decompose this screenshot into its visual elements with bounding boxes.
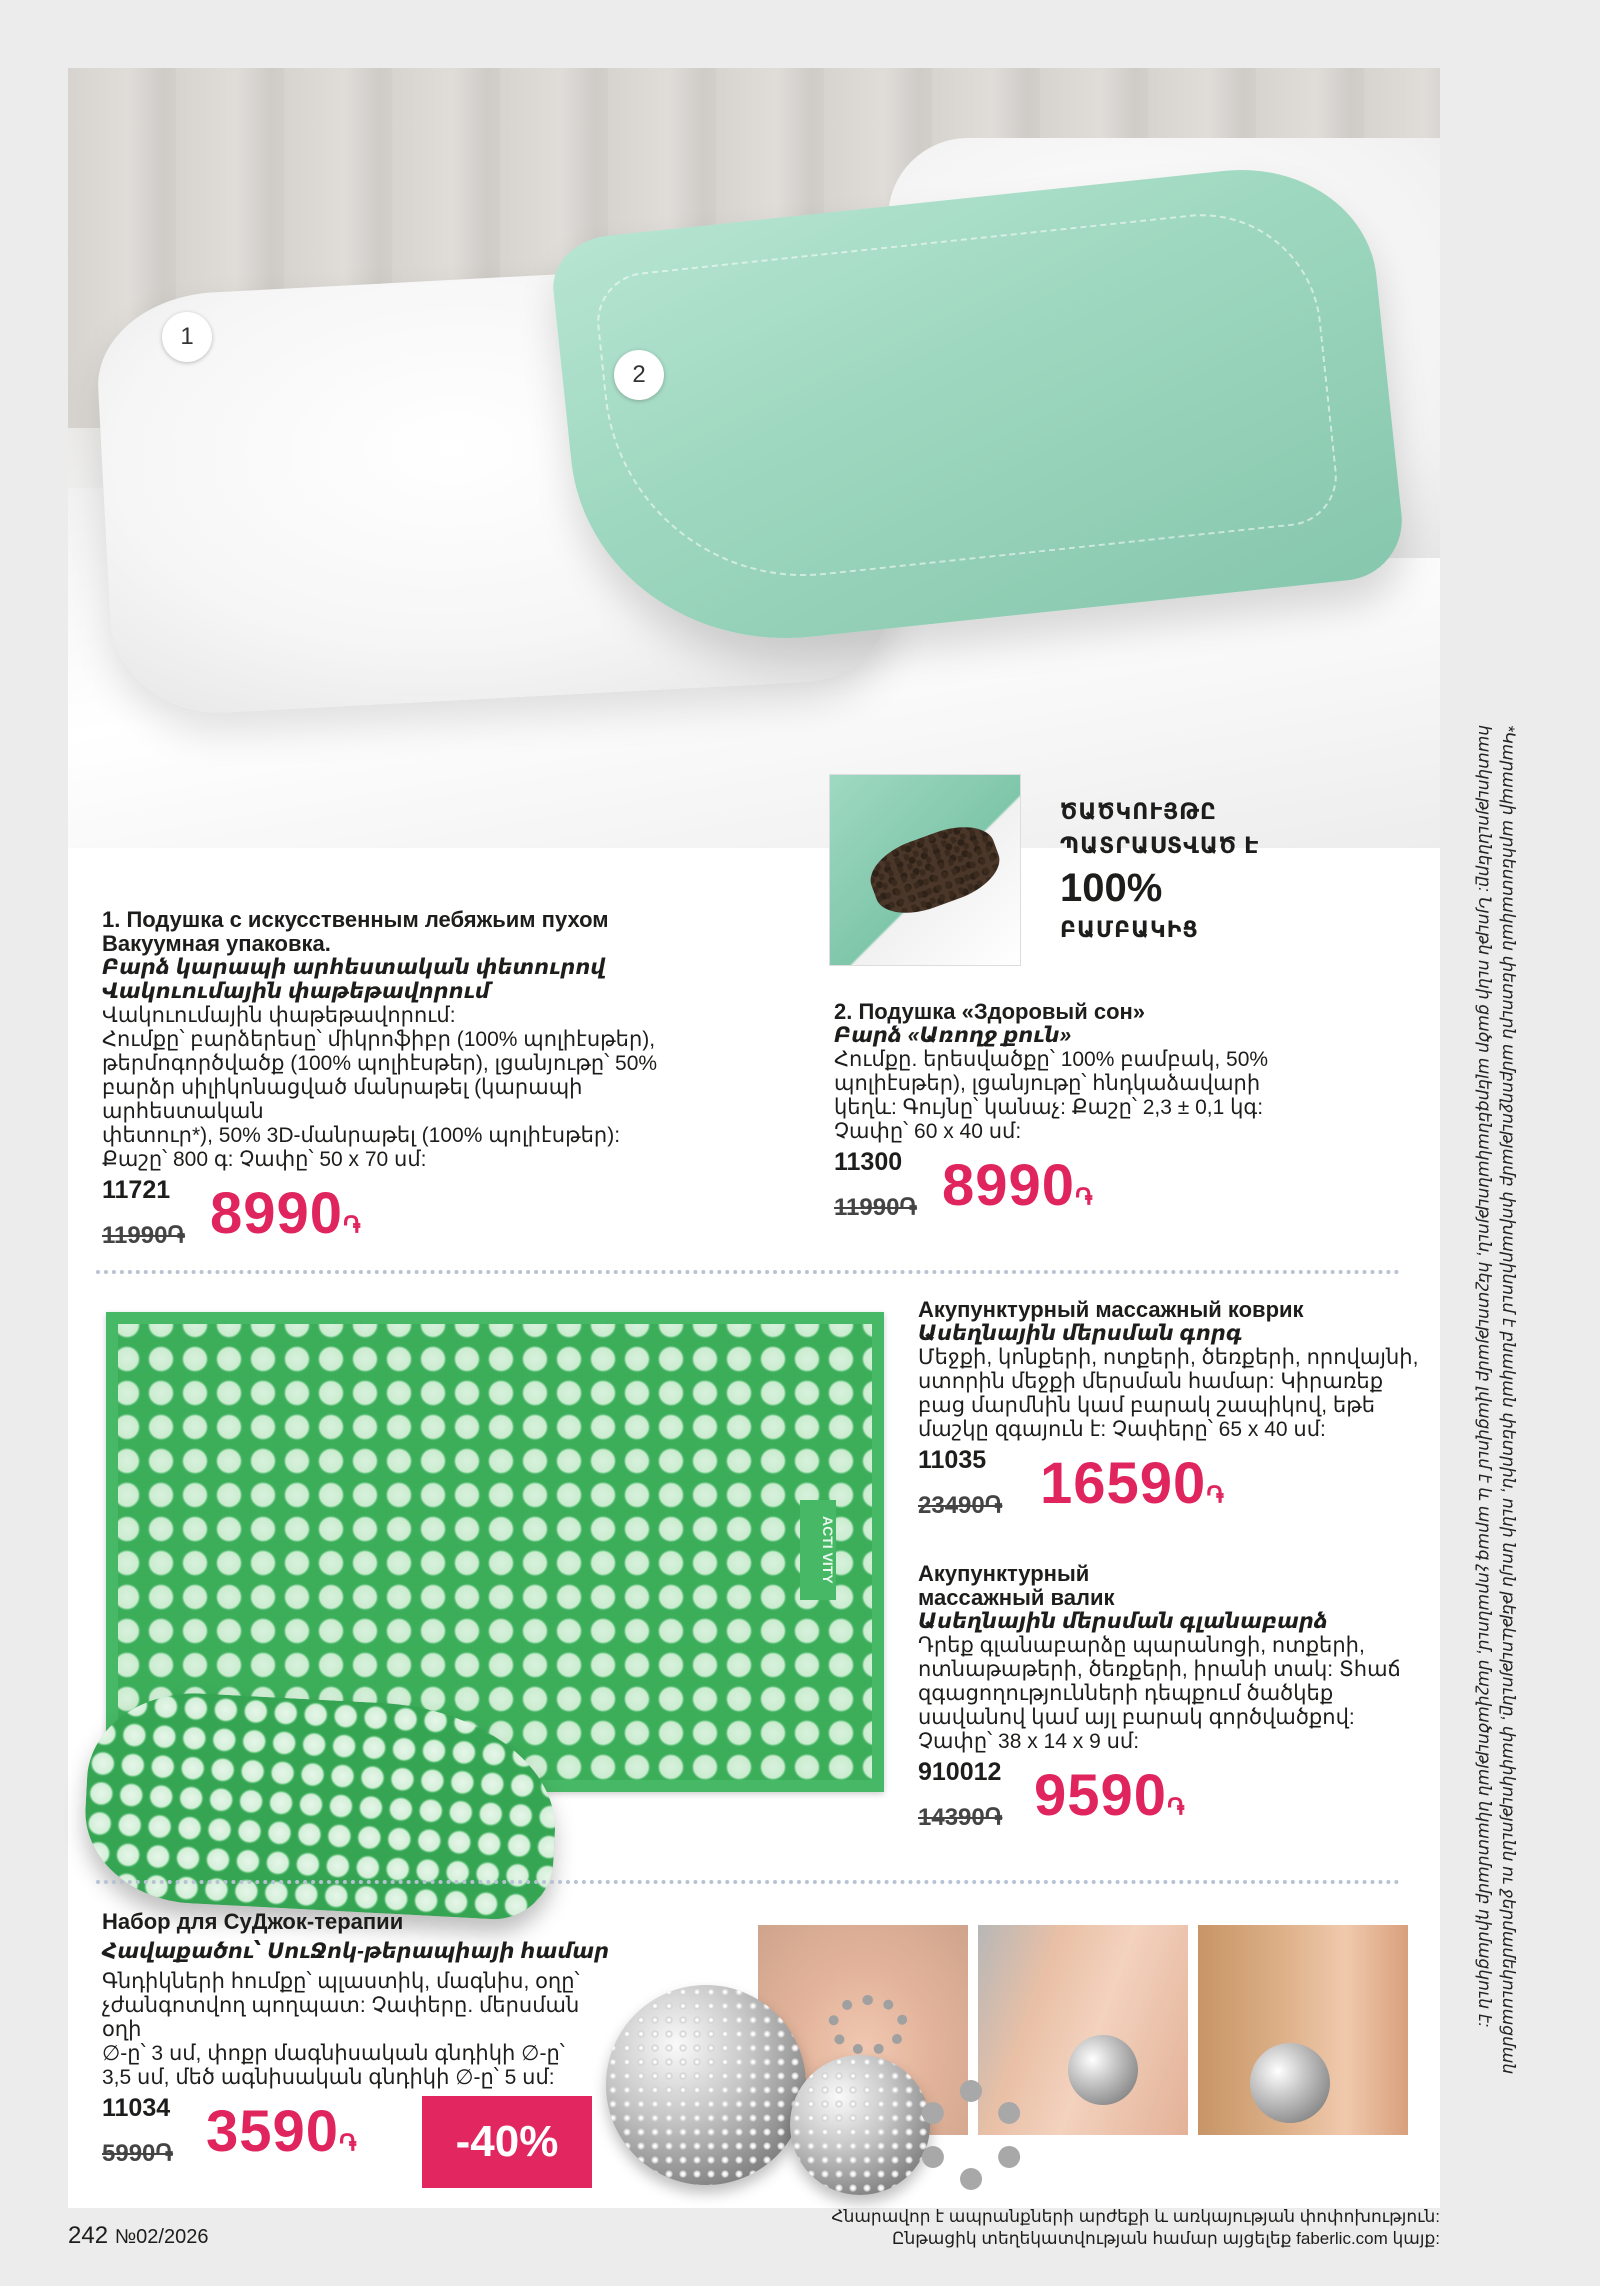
new-price	[1040, 1451, 1225, 1516]
product-description	[102, 1970, 622, 2090]
product-title-ru: Акупунктурный массажный коврик	[918, 1297, 1304, 1322]
product-title-am: Ասեղնային մերսման գլանաբարձ	[918, 1610, 1328, 1633]
small-massage-ball-image	[790, 2055, 930, 2195]
badge-percent: 100%	[1060, 866, 1163, 910]
old-price: 11990֏	[834, 1194, 918, 1221]
product-title-am: Բարձ կարապի արհեստական փետուրով	[102, 956, 606, 979]
buckwheat-husk	[862, 815, 1008, 925]
desc-line: բաց մարմնին կամ բարակ շապիկով, եթե	[918, 1394, 1376, 1417]
product-title-am: Հավաքածու՝ ՍուՋոկ-թերապիայի համար	[102, 1940, 610, 1963]
marker-2: 2	[614, 350, 664, 400]
badge-line-2: ՊԱՏՐԱՍՏՎԱԾ Է	[1060, 833, 1260, 858]
currency-icon: ֏	[339, 2130, 358, 2157]
section-divider	[96, 1880, 1400, 1884]
desc-line: մաշկը զգայուն է: Չափերը՝ 65 x 40 սմ:	[918, 1418, 1326, 1441]
product-title-ru: Акупунктурный	[918, 1561, 1090, 1586]
product-swan-down-pillow	[102, 908, 742, 1272]
new-price-value: 9590	[1034, 1763, 1168, 1828]
desc-line: ստորին մեջքի մերսման համար: Կիրառեք	[918, 1370, 1384, 1393]
product-healthy-sleep-pillow	[834, 1000, 1394, 1244]
footer-note-2: Ընթացիկ տեղեկատվության համար այցելեք faberlic.com կայք:	[892, 2229, 1440, 2248]
product-title-ru-2: Вакуумная упаковка.	[102, 931, 331, 956]
new-price-value: 16590	[1040, 1451, 1207, 1516]
healthy-sleep-pillow-image	[548, 156, 1407, 659]
product-description	[918, 1346, 1438, 1442]
desc-line: փետուր*), 50% 3D-մանրաթել (100% պոլիէսթեր):	[102, 1124, 621, 1147]
product-title-am: Ասեղնային մերսման գորգ	[918, 1322, 1243, 1345]
new-price-value: 8990	[210, 1181, 344, 1246]
product-code: 11721	[102, 1176, 171, 1204]
new-price	[942, 1153, 1094, 1218]
desc-line: Հումքը՝ բարձերեսը՝ միկրոֆիբր (100% պոլիէսթեր),	[102, 1028, 656, 1051]
section-divider	[96, 1270, 1400, 1274]
desc-line: սավանով կամ այլ բարակ գործվածքով:	[918, 1706, 1355, 1729]
ball-in-hands	[1068, 2035, 1138, 2105]
product-title-ru: Набор для СуДжок-терапии	[102, 1909, 404, 1934]
footer-note-1: Հնարավոր է ապրանքների արժեքի և առկայության փոփոխություն:	[831, 2207, 1440, 2226]
old-price: 14390֏	[918, 1804, 1003, 1831]
su-jok-ball-under-foot-photo	[1198, 1925, 1408, 2135]
product-code: 11034	[102, 2094, 171, 2122]
product-title-am-2: Վակուումային փաթեթավորում	[102, 980, 490, 1003]
discount-badge: -40%	[422, 2096, 592, 2188]
currency-icon: ֏	[1206, 1482, 1225, 1509]
new-price	[206, 2099, 358, 2164]
new-price-value: 8990	[942, 1153, 1076, 1218]
desc-line: թերմոգործվածք (100% պոլիէսթեր), լցանյութը՝ 50%	[102, 1052, 658, 1075]
desc-line: պոլիէսթեր), լցանյութը՝ հնդկաձավարի	[834, 1072, 1261, 1095]
desc-line: ոտնաթաթերի, ծեռքերի, իրանի տակ: Տհաճ	[918, 1658, 1401, 1681]
product-title-ru: 2. Подушка «Здоровый сон»	[834, 999, 1146, 1024]
product-title-ru-2: массажный валик	[918, 1585, 1115, 1610]
currency-icon: ֏	[1075, 1184, 1094, 1211]
marker-1: 1	[162, 312, 212, 362]
desc-line: Գնդիկների հումքը՝ պլաստիկ, մագնիս, օղը՝	[102, 1970, 580, 1993]
massage-ring-image	[916, 2080, 1026, 2190]
new-price	[1034, 1763, 1186, 1828]
footnote-vertical: *Կարապի արհեստական փետուրն ամբողջությամբ փոխարինում է բնական փետրին, ունի նույն թեթևությունը, փափկությունն ու ջերմամեկուսացման հատկությունները: Նյութն ունի ցածր ալերգենականություն, հեշտությամբ լվացվում է և արագ չորանում, մաշվածության նկատմամբ դիմացկուն է:	[1475, 725, 1518, 2075]
product-code: 11300	[834, 1148, 903, 1176]
issue-number: №02/2026	[114, 2226, 209, 2248]
ball-under-foot	[1250, 2043, 1330, 2123]
desc-line: չժանգոտվող պողպատ: Չափերը. մերսման օղի	[102, 1994, 580, 2041]
desc-line: Վակուումային փաթեթավորում:	[102, 1004, 456, 1027]
currency-icon: ֏	[1167, 1794, 1186, 1821]
mat-brand-label: ACTI VITY	[800, 1500, 836, 1600]
desc-line: Դրեք գլանաբարձը պարանոցի, ոտքերի,	[918, 1634, 1365, 1657]
cotton-badge	[1060, 795, 1260, 947]
currency-icon: ֏	[343, 1212, 362, 1239]
desc-line: 3,5 սմ, մեծ ագնիսական գնդիկի ∅-ը՝ 5 սմ:	[102, 2066, 555, 2089]
product-description	[834, 1048, 1394, 1144]
old-price: 11990֏	[102, 1222, 186, 1249]
product-description	[102, 1004, 742, 1172]
old-price: 23490֏	[918, 1492, 1003, 1519]
hero-photo-pillows	[68, 68, 1440, 848]
product-acupuncture-roller	[918, 1562, 1438, 1854]
desc-line: զգացողությունների դեպքում ծածկեք	[918, 1682, 1334, 1705]
desc-line: Չափը՝ 60 x 40 սմ:	[834, 1120, 1022, 1143]
desc-line: Չափը՝ 38 x 14 x 9 սմ:	[918, 1730, 1140, 1753]
desc-line: Մեջքի, կոնքերի, ոտքերի, ծեռքերի, որովայնի,	[918, 1346, 1419, 1369]
desc-line: կեղև: Գույնը՝ կանաչ: Քաշը՝ 2,3 ± 0,1 կգ:	[834, 1096, 1264, 1119]
large-massage-ball-image	[606, 1985, 806, 2185]
desc-line: բարձր սիլիկոնացված մանրաթել (կարապի արհեստական	[102, 1076, 583, 1123]
desc-line: Քաշը՝ 800 գ: Չափը՝ 50 x 70 սմ:	[102, 1148, 427, 1171]
desc-line: ∅-ը՝ 3 սմ, փոքր մագնիսական գնդիկի ∅-ը՝	[102, 2042, 565, 2065]
product-title-am: Բարձ «Առողջ քուն»	[834, 1024, 1072, 1047]
product-code: 11035	[918, 1446, 987, 1474]
footer-notes	[831, 2206, 1440, 2250]
new-price	[210, 1181, 362, 1246]
product-acupuncture-mat	[918, 1298, 1438, 1542]
product-description	[918, 1634, 1438, 1754]
product-title-ru: 1. Подушка с искусственным лебяжьим пухом	[102, 907, 609, 932]
page-num: 242	[68, 2222, 109, 2249]
buckwheat-filling-image	[830, 775, 1020, 965]
product-code: 910012	[918, 1758, 1002, 1786]
badge-line-4: ԲԱՄԲԱԿԻՑ	[1060, 917, 1199, 942]
ring-on-finger	[828, 1995, 908, 2055]
badge-line-1: ԾԱԾԿՈՒՅԹԸ	[1060, 799, 1217, 824]
old-price: 5990֏	[102, 2140, 174, 2167]
page-number	[68, 2222, 208, 2250]
desc-line: Հումքը. երեսվածքը՝ 100% բամբակ, 50%	[834, 1048, 1269, 1071]
new-price-value: 3590	[206, 2099, 340, 2164]
